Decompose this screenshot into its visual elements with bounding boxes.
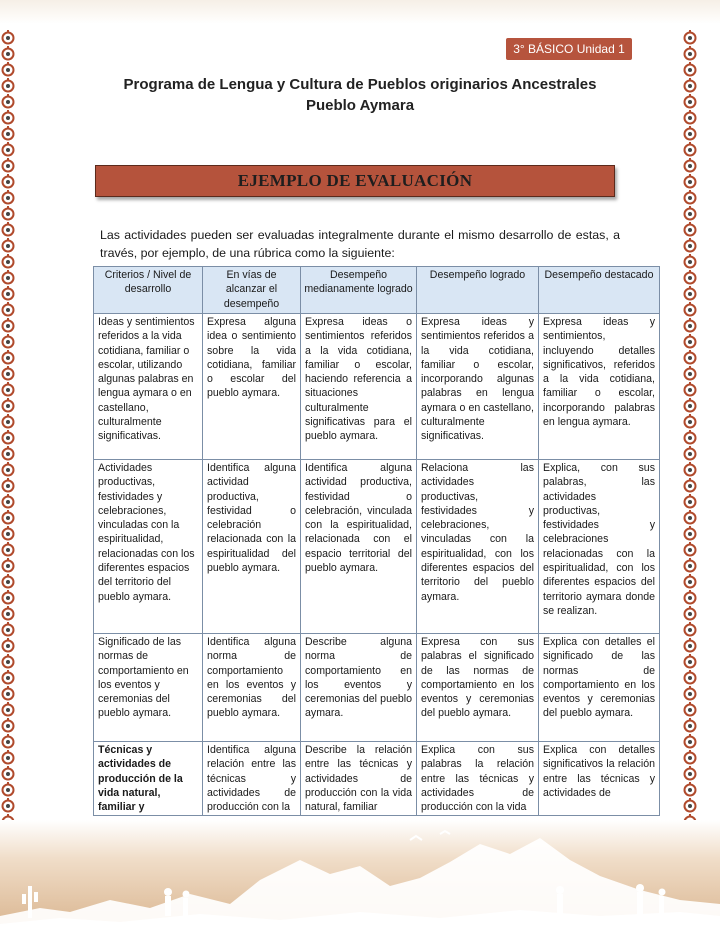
level-cell: Identifica alguna relación entre las técnicas y actividades de producción con la: [203, 742, 301, 816]
criterion-cell: Técnicas y actividades de producción de la vida natural, familiar y: [94, 742, 203, 816]
level-cell: Identifica alguna norma de comportamiento en los eventos y ceremonias del pueblo aymara.: [203, 634, 301, 742]
level-cell: Expresa ideas y sentimientos, incluyendo detalles significativos, referidos a la vida cotidiana, familiar o escolar, incorporando palabras en lengua aymara.: [539, 314, 660, 460]
criterion-cell: Significado de las normas de comportamiento en los eventos y ceremonias del pueblo aymara.: [94, 634, 203, 742]
table-row: [94, 460, 660, 634]
level-cell: Explica con detalles el significado de las normas de comportamiento en los eventos y ceremonias del pueblo aymara.: [539, 634, 660, 742]
rubric-table: [93, 266, 660, 816]
criterion-cell: Actividades productivas, festividades y celebraciones, vinculadas con la espiritualidad, relacionadas con los diferentes espacios del territorio del pueblo aymara.: [94, 460, 203, 634]
rubric-header-row: [94, 267, 660, 314]
level-cell: Relaciona las actividades productivas, festividades y celebraciones, vinculadas con la espiritualidad, con los diferentes espacios del territorio del pueblo aymara.: [417, 460, 539, 634]
criterion-cell: Ideas y sentimientos referidos a la vida cotidiana, familiar o escolar, utilizando algunas palabras en lengua aymara o en castellano, culturalmente significativas.: [94, 314, 203, 460]
level-cell: Expresa ideas o sentimientos referidos a la vida cotidiana, familiar o escolar, haciendo referencia a situaciones culturalmente significativas para el pueblo aymara.: [301, 314, 417, 460]
level-cell: Identifica alguna actividad productiva, festividad o celebración relacionada con la espiritualidad del pueblo aymara.: [203, 460, 301, 634]
level-cell: Expresa ideas y sentimientos referidos a la vida cotidiana, familiar o escolar, incorporando algunas palabras en lengua aymara o en castellano, culturalmente significativas.: [417, 314, 539, 460]
grade-unit-badge: 3° BÁSICO Unidad 1: [506, 38, 632, 60]
header-cell: Criterios / Nivel de desarrollo: [94, 267, 203, 314]
table-row: [94, 634, 660, 742]
level-cell: Explica con sus palabras la relación entre las técnicas y actividades de producción con la vida: [417, 742, 539, 816]
title-line-2: Pueblo Aymara: [305, 97, 415, 114]
level-cell: Expresa alguna idea o sentimiento sobre la vida cotidiana, familiar o escolar del pueblo aymara.: [203, 314, 301, 460]
title-line-1: Programa de Lengua y Cultura de Pueblos originarios Ancestrales: [123, 76, 597, 93]
right-decorative-border: [682, 30, 698, 830]
left-decorative-border: [0, 30, 16, 830]
header-cell: Desempeño medianamente logrado: [301, 267, 417, 314]
page-title: [100, 74, 620, 116]
bottom-landscape-illustration: [0, 820, 720, 932]
level-cell: Explica, con sus palabras, las actividades productivas, festividades y celebraciones relacionadas con la espiritualidad, con los diferentes espacios del territorio aymara donde se realizan.: [539, 460, 660, 634]
header-cell: Desempeño destacado: [539, 267, 660, 314]
level-cell: Explica con detalles significativos la relación entre las técnicas y actividades de: [539, 742, 660, 816]
level-cell: Describe alguna norma de comportamiento en los eventos y ceremonias del pueblo aymara.: [301, 634, 417, 742]
header-cell: Desempeño logrado: [417, 267, 539, 314]
level-cell: Expresa con sus palabras el significado de las normas de comportamiento en los eventos y ceremonias del pueblo aymara.: [417, 634, 539, 742]
level-cell: Identifica alguna actividad productiva, festividad o celebración, vinculada con la espiritualidad, relacionada con el espacio territorial del pueblo aymara.: [301, 460, 417, 634]
table-row: [94, 742, 660, 816]
section-title: EJEMPLO DE EVALUACIÓN: [95, 165, 615, 197]
intro-paragraph: Las actividades pueden ser evaluadas integralmente durante el mismo desarrollo de estas, a través, por ejemplo, de una rúbrica como la siguiente:: [100, 228, 620, 260]
header-cell: En vías de alcanzar el desempeño: [203, 267, 301, 314]
table-row: [94, 314, 660, 460]
level-cell: Describe la relación entre las técnicas y actividades de producción con la vida natural, familiar: [301, 742, 417, 816]
top-decorative-band: [0, 0, 720, 24]
